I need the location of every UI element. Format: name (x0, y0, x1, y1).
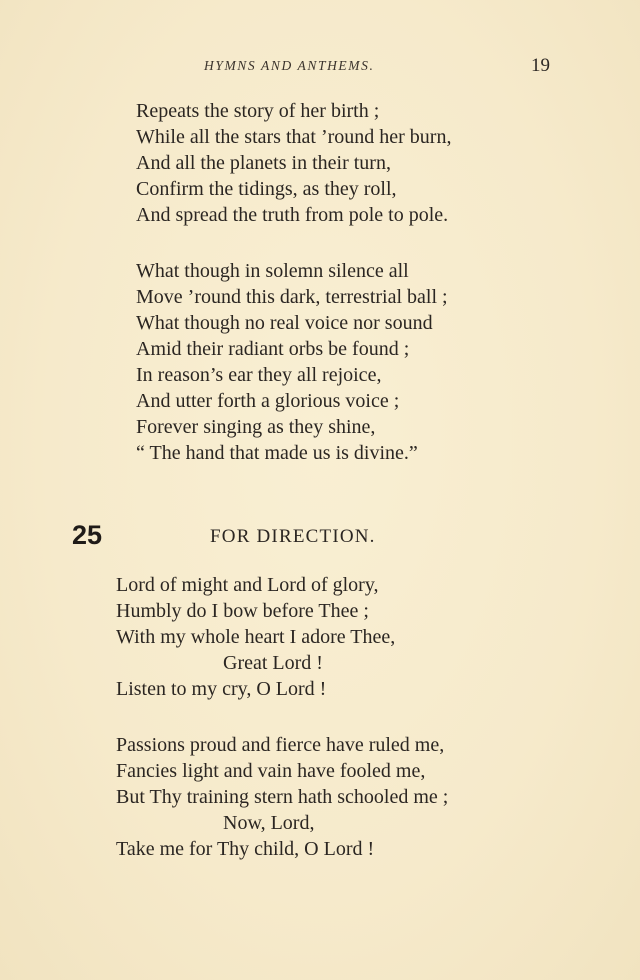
verse-line: Repeats the story of her birth ; (136, 100, 380, 122)
verse-refrain-line: Great Lord ! (223, 652, 323, 674)
stanza-continued-2 (136, 258, 448, 466)
page-number: 19 (531, 55, 550, 76)
stanza-continued-1 (136, 98, 451, 228)
verse-line: And all the planets in their turn, (136, 152, 391, 174)
stanza-2 (116, 732, 448, 862)
verse-line: Take me for Thy child, O Lord ! (116, 838, 375, 860)
verse-line: Fancies light and vain have fooled me, (116, 760, 426, 782)
hymn-title: FOR DIRECTION. (210, 526, 376, 547)
verse-line: And spread the truth from pole to pole. (136, 204, 449, 226)
verse-line: Lord of might and Lord of glory, (116, 574, 379, 596)
verse-line: Amid their radiant orbs be found ; (136, 338, 410, 360)
hymn-number: 25 (72, 520, 103, 550)
verse-line: What though in solemn silence all (136, 260, 409, 282)
verse-line: Move ’round this dark, terrestrial ball ; (136, 286, 448, 308)
verse-line: And utter forth a glorious voice ; (136, 390, 400, 412)
stanza-1 (116, 572, 395, 702)
verse-line: Passions proud and fierce have ruled me, (116, 734, 445, 756)
verse-line: While all the stars that ’round her burn, (136, 126, 452, 148)
verse-line: With my whole heart I adore Thee, (116, 626, 396, 648)
verse-line: In reason’s ear they all rejoice, (136, 364, 382, 386)
verse-line: Humbly do I bow before Thee ; (116, 600, 369, 622)
verse-line: Forever singing as they shine, (136, 416, 376, 438)
verse-line: “ The hand that made us is divine.” (136, 442, 418, 464)
verse-line: Confirm the tidings, as they roll, (136, 178, 397, 200)
verse-line: Listen to my cry, O Lord ! (116, 678, 327, 700)
verse-refrain-line: Now, Lord, (223, 812, 315, 834)
verse-line: But Thy training stern hath schooled me ; (116, 786, 449, 808)
running-head: HYMNS AND ANTHEMS. (204, 58, 375, 73)
verse-line: What though no real voice nor sound (136, 312, 433, 334)
